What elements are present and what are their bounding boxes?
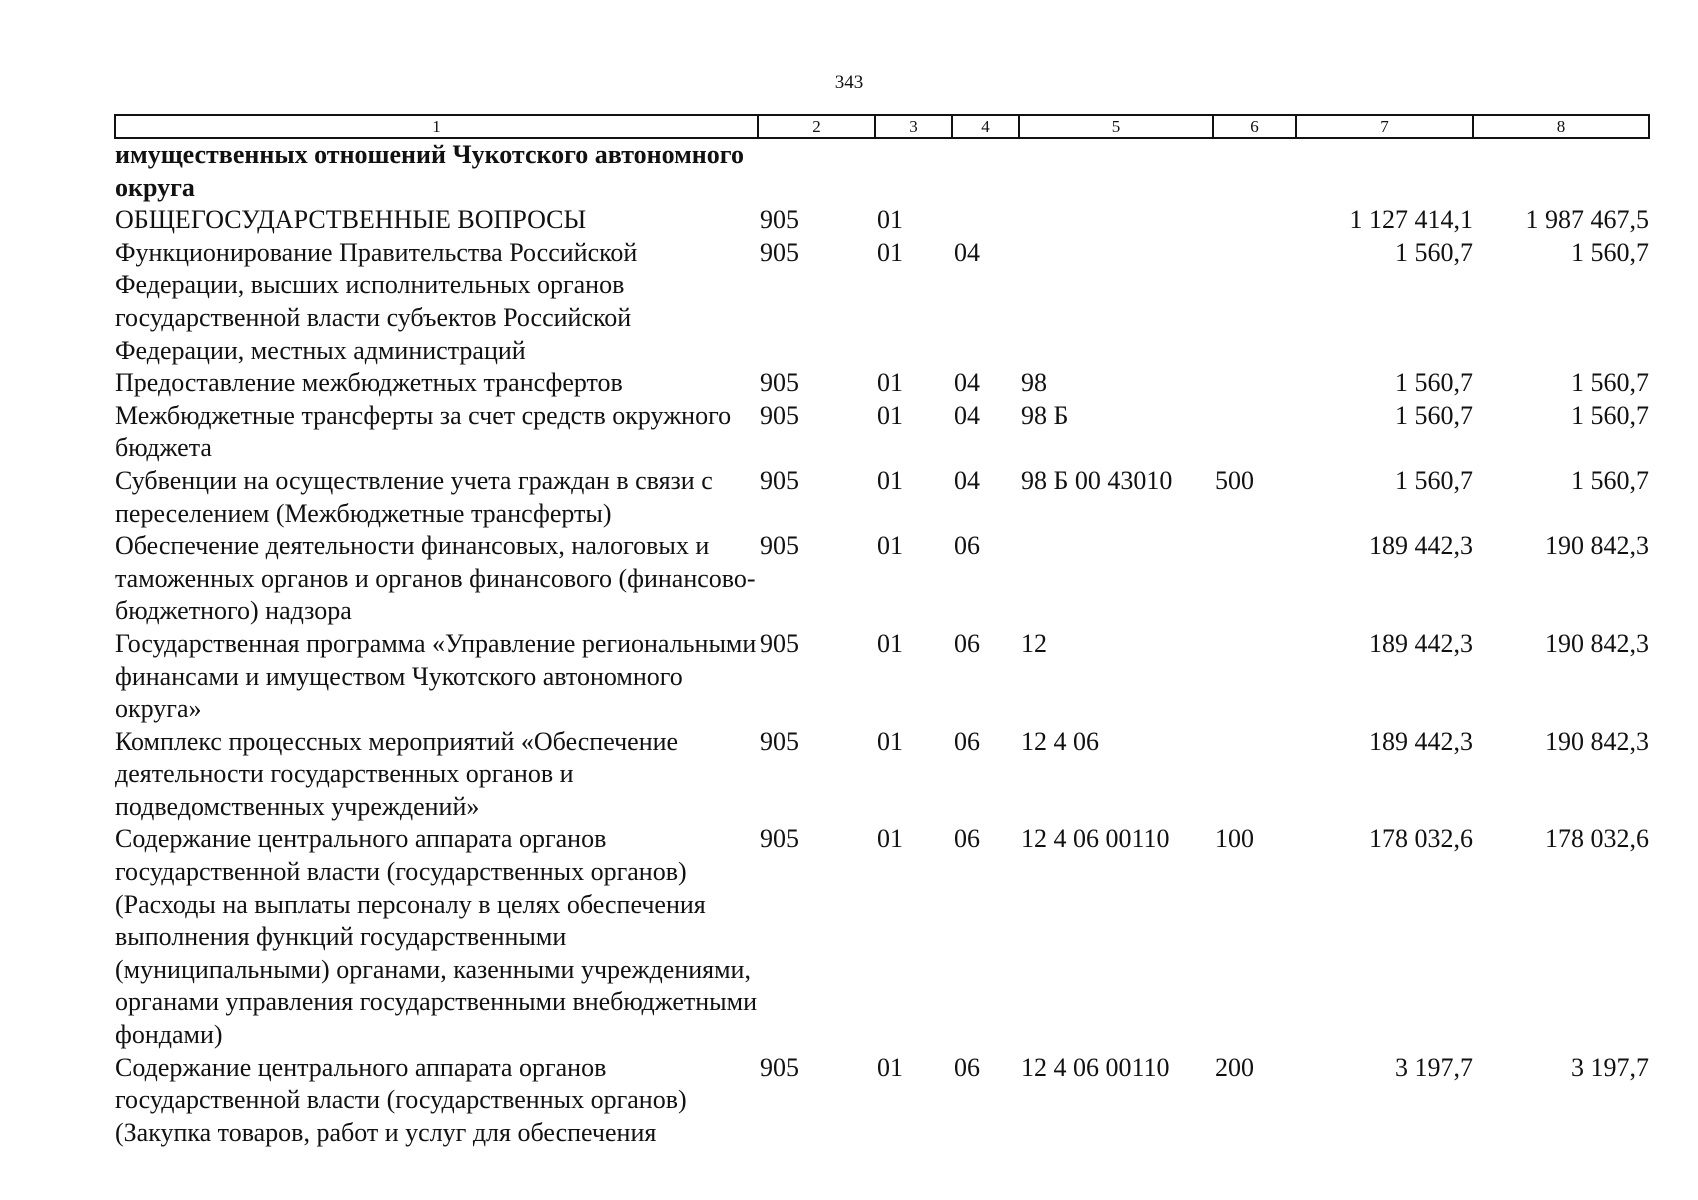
row-amount-col7: 3 197,7 — [1395, 1052, 1473, 1082]
row-subsection-code: 06 — [954, 531, 980, 561]
column-header-4: 4 — [952, 115, 1019, 138]
row-section-code: 01 — [877, 400, 903, 430]
row-expense-type: 200 — [1215, 1052, 1254, 1082]
row-amount-col8: 1 560,7 — [1571, 465, 1649, 495]
row-ministry-code: 905 — [760, 531, 799, 561]
row-subsection-code: 06 — [954, 824, 980, 854]
row-amount-col7 — [1296, 138, 1473, 204]
row-target-article: 12 4 06 00110 — [1021, 1052, 1170, 1082]
row-name: ОБЩЕГОСУДАРСТВЕННЫЕ ВОПРОСЫ — [115, 205, 587, 235]
row-target-article — [1019, 237, 1213, 367]
table-row — [115, 726, 1649, 824]
column-header-6: 6 — [1213, 115, 1296, 138]
row-amount-col7: 189 442,3 — [1369, 726, 1473, 756]
row-target-article: 12 4 06 00110 — [1021, 824, 1170, 854]
row-ministry-code — [758, 138, 875, 204]
row-section-code: 01 — [877, 628, 903, 658]
row-section-code: 01 — [877, 726, 903, 756]
row-name: Комплекс процессных мероприятий «Обеспечение деятельности государственных органов и подведомственных учреждений» — [115, 726, 679, 821]
row-target-article — [1019, 204, 1213, 237]
row-name: Государственная программа «Управление региональными финансами и имуществом Чукотского автономного округа» — [115, 628, 757, 724]
row-section-code — [875, 138, 952, 204]
row-section-code: 01 — [877, 205, 903, 235]
row-target-article: 98 Б 00 43010 — [1021, 465, 1173, 495]
row-amount-col8: 1 560,7 — [1571, 237, 1649, 267]
row-ministry-code: 905 — [760, 368, 799, 398]
row-amount-col8: 190 842,3 — [1545, 531, 1649, 561]
row-ministry-code: 905 — [760, 400, 799, 430]
row-section-code: 01 — [877, 1052, 903, 1082]
row-target-article: 12 — [1021, 628, 1047, 658]
table-row — [115, 465, 1649, 530]
row-expense-type — [1213, 237, 1296, 367]
row-target-article — [1019, 530, 1213, 628]
row-expense-type — [1213, 726, 1296, 824]
row-amount-col7: 1 560,7 — [1395, 368, 1473, 398]
column-header-3: 3 — [875, 115, 952, 138]
row-amount-col8: 3 197,7 — [1571, 1052, 1649, 1082]
page-number: 343 — [834, 72, 864, 93]
row-subsection-code: 04 — [954, 465, 980, 495]
row-subsection-code — [952, 204, 1019, 237]
column-header-2: 2 — [758, 115, 875, 138]
row-name: Предоставление межбюджетных трансфертов — [115, 368, 623, 398]
row-name: Содержание центрального аппарата органов государственной власти (государственных органов) (Закупка товаров, работ и услуг для обеспечения — [115, 1052, 687, 1147]
table-row — [115, 138, 1649, 204]
row-amount-col8: 190 842,3 — [1545, 726, 1649, 756]
row-section-code: 01 — [877, 368, 903, 398]
row-amount-col7: 1 560,7 — [1395, 237, 1473, 267]
row-name: Межбюджетные трансферты за счет средств окружного бюджета — [115, 400, 732, 463]
row-expense-type — [1213, 628, 1296, 726]
row-amount-col7: 1 560,7 — [1395, 465, 1473, 495]
row-expense-type: 500 — [1215, 465, 1254, 495]
row-section-code: 01 — [877, 465, 903, 495]
row-amount-col7: 1 127 414,1 — [1349, 205, 1473, 235]
table-row — [115, 530, 1649, 628]
row-ministry-code: 905 — [760, 237, 799, 267]
row-subsection-code: 06 — [954, 628, 980, 658]
column-header-row — [115, 115, 1649, 138]
row-target-article: 98 — [1021, 368, 1047, 398]
row-amount-col8: 178 032,6 — [1545, 824, 1649, 854]
row-subsection-code: 06 — [954, 726, 980, 756]
table-row — [115, 628, 1649, 726]
row-amount-col7: 178 032,6 — [1369, 824, 1473, 854]
row-subsection-code: 04 — [954, 400, 980, 430]
row-ministry-code: 905 — [760, 1052, 799, 1082]
row-expense-type — [1213, 367, 1296, 400]
row-amount-col8 — [1473, 138, 1649, 204]
row-amount-col8: 190 842,3 — [1545, 628, 1649, 658]
row-expense-type — [1213, 400, 1296, 465]
row-ministry-code: 905 — [760, 726, 799, 756]
row-name: Содержание центрального аппарата органов государственной власти (государственных органов) (Расходы на выплаты персоналу в целях обеспечения выполнения функций государственными (муниципальными) органами, казенными учреждениями, органами управления государственными внебюджетными фондами) — [115, 824, 758, 1050]
row-target-article: 12 4 06 — [1021, 726, 1099, 756]
row-subsection-code: 06 — [954, 1052, 980, 1082]
table-row — [115, 1052, 1649, 1150]
row-name: имущественных отношений Чукотского автономного округа — [115, 140, 744, 202]
row-expense-type — [1213, 138, 1296, 204]
row-amount-col7: 189 442,3 — [1369, 628, 1473, 658]
row-subsection-code: 04 — [954, 237, 980, 267]
row-section-code: 01 — [877, 237, 903, 267]
row-target-article — [1019, 138, 1213, 204]
column-header-1: 1 — [115, 115, 758, 138]
row-expense-type — [1213, 204, 1296, 237]
row-subsection-code: 04 — [954, 368, 980, 398]
row-section-code: 01 — [877, 531, 903, 561]
column-header-8: 8 — [1473, 115, 1649, 138]
table-row — [115, 367, 1649, 400]
row-name: Функционирование Правительства Российской Федерации, высших исполнительных органов государственной власти субъектов Российской Федерации, местных администраций — [115, 237, 638, 365]
row-expense-type — [1213, 530, 1296, 628]
row-amount-col8: 1 560,7 — [1571, 400, 1649, 430]
row-name: Обеспечение деятельности финансовых, налоговых и таможенных органов и органов финансового (финансово-бюджетного) надзора — [115, 531, 756, 626]
row-subsection-code — [952, 138, 1019, 204]
row-amount-col7: 189 442,3 — [1369, 531, 1473, 561]
table-row — [115, 237, 1649, 367]
row-ministry-code: 905 — [760, 465, 799, 495]
row-ministry-code: 905 — [760, 628, 799, 658]
table-row — [115, 204, 1649, 237]
column-header-7: 7 — [1296, 115, 1473, 138]
budget-table — [114, 114, 1650, 1149]
row-expense-type: 100 — [1215, 824, 1254, 854]
table-row — [115, 823, 1649, 1051]
row-amount-col7: 1 560,7 — [1395, 400, 1473, 430]
row-section-code: 01 — [877, 824, 903, 854]
row-amount-col8: 1 987 467,5 — [1525, 205, 1649, 235]
row-target-article: 98 Б — [1021, 400, 1069, 430]
column-header-5: 5 — [1019, 115, 1213, 138]
row-ministry-code: 905 — [760, 824, 799, 854]
row-amount-col8: 1 560,7 — [1571, 368, 1649, 398]
row-ministry-code: 905 — [760, 205, 799, 235]
row-name: Субвенции на осуществление учета граждан в связи с переселением (Межбюджетные трансферты) — [115, 465, 713, 528]
table-row — [115, 400, 1649, 465]
